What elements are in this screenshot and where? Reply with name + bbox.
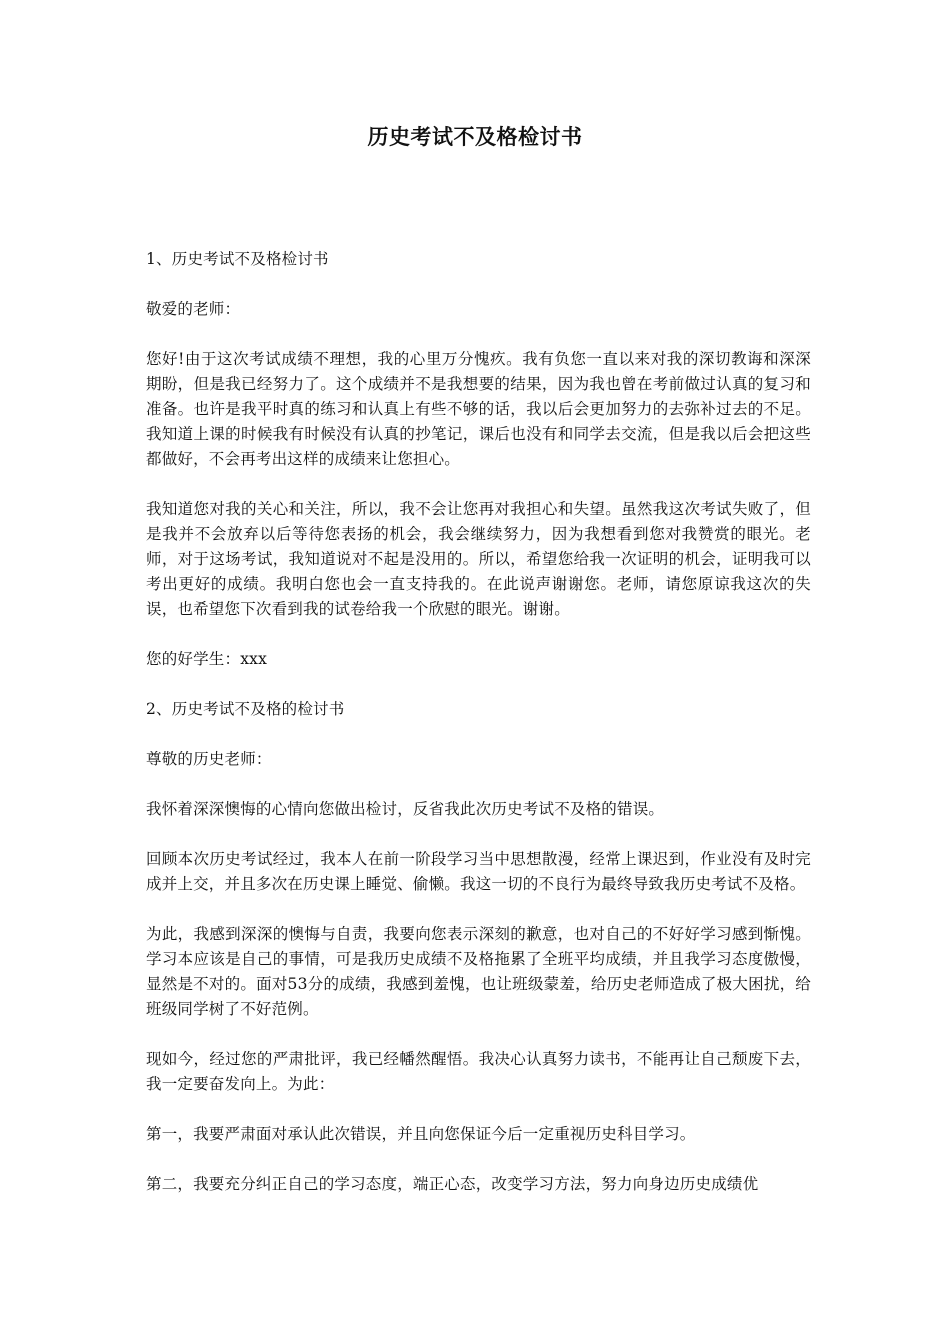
salutation: 尊敬的历史老师： [146,750,272,768]
document-title: 历史考试不及格检讨书 [367,124,583,149]
signature-line: 您的好学生：xxx [146,650,268,668]
body-paragraph: 现如今，经过您的严肃批评，我已经幡然醒悟。我决心认真努力读书，不能再让自己颓废下去，我一定要奋发向上。为此： [146,1050,811,1093]
body-paragraph: 第一，我要严肃面对承认此次错误，并且向您保证今后一定重视历史科目学习。 [146,1125,696,1143]
body-paragraph: 我怀着深深懊悔的心情向您做出检讨，反省我此次历史考试不及格的错误。 [146,800,665,818]
body-paragraph: 回顾本次历史考试经过，我本人在前一阶段学习当中思想散漫，经常上课迟到，作业没有及时完成并上交，并且多次在历史课上睡觉、偷懒。我这一切的不良行为最终导致我历史考试不及格。 [146,850,811,893]
body-paragraph: 我知道您对我的关心和关注，所以，我不会让您再对我担心和失望。虽然我这次考试失败了，但是我并不会放弃以后等待您表扬的机会，我会继续努力，因为我想看到您对我赞赏的眼光。老师，对于这场考试，我知道说对不起是没用的。所以，希望您给我一次证明的机会，证明我可以考出更好的成绩。我明白您也会一直支持我的。在此说声谢谢您。老师，请您原谅我这次的失误，也希望您下次看到我的试卷给我一个欣慰的眼光。谢谢。 [146,500,811,618]
document-body [146,247,811,1222]
salutation: 敬爱的老师： [146,300,241,318]
section-heading: 2、历史考试不及格的检讨书 [146,700,345,718]
body-paragraph: 为此，我感到深深的懊悔与自责，我要向您表示深刻的歉意，也对自己的不好好学习感到惭愧。学习本应该是自己的事情，可是我历史成绩不及格拖累了全班平均成绩，并且我学习态度傲慢，显然是不对的。面对53分的成绩，我感到羞愧，也让班级蒙羞，给历史老师造成了极大困扰，给班级同学树了不好范例。 [146,925,811,1018]
section-heading: 1、历史考试不及格检讨书 [146,250,329,268]
body-paragraph: 第二，我要充分纠正自己的学习态度，端正心态，改变学习方法，努力向身边历史成绩优 [146,1175,759,1193]
body-paragraph: 您好!由于这次考试成绩不理想，我的心里万分愧疚。我有负您一直以来对我的深切教诲和深深期盼，但是我已经努力了。这个成绩并不是我想要的结果，因为我也曾在考前做过认真的复习和准备。也许是我平时真的练习和认真上有些不够的话，我以后会更加努力的去弥补过去的不足。我知道上课的时候我有时候没有认真的抄笔记，课后也没有和同学去交流，但是我以后会把这些都做好，不会再考出这样的成绩来让您担心。 [146,350,811,468]
